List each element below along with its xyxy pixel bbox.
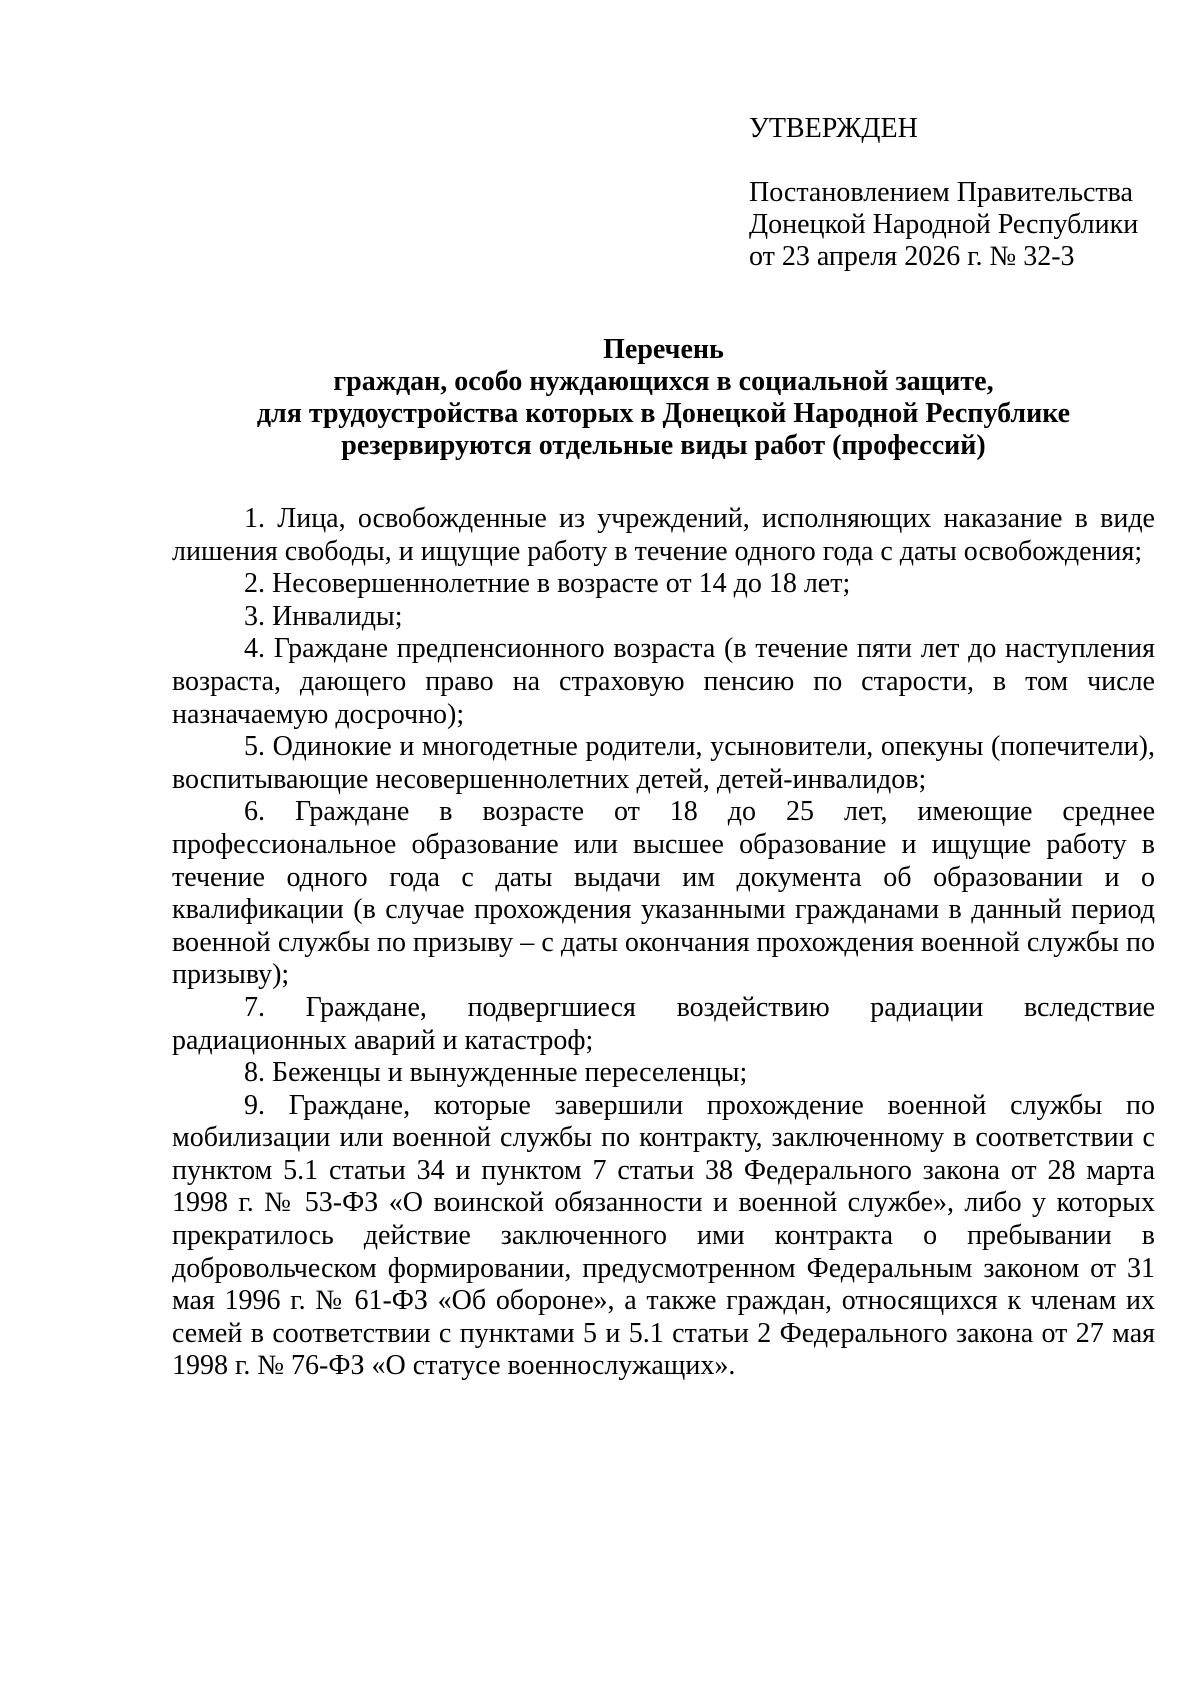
list-item-3: 3. Инвалиды; — [244, 600, 403, 632]
title-line-1: Перечень — [603, 334, 724, 365]
list-body — [172, 503, 1155, 1383]
list-item-1: 1. Лица, освобожденные из учреждений, исполняющих наказание в виде лишения свободы, и ищущие работу в течение одного года с даты освобождения; — [172, 503, 1155, 567]
list-item-6: 6. Граждане в возрасте от 18 до 25 лет, имеющие среднее профессиональное образование или высшее образование и ищущие работу в течение одного года с даты выдачи им документа об образовании и о квалификации (в случае прохождения указанными гражданами в данный период военной службы по призыву – с даты окончания прохождения военной службы по призыву); — [172, 796, 1155, 991]
list-item-8: 8. Беженцы и вынужденные переселенцы; — [244, 1057, 748, 1089]
approval-line-3: от 23 апреля 2026 г. № 32-3 — [749, 241, 1075, 272]
list-item-4: 4. Граждане предпенсионного возраста (в течение пяти лет до наступления возраста, дающего право на страховую пенсию по старости, в том числе назначаемую досрочно); — [172, 633, 1155, 730]
title-line-3: для трудоустройства которых в Донецкой Народной Республике — [256, 398, 1071, 429]
list-item-9: 9. Граждане, которые завершили прохождение военной службы по мобилизации или военной службы по контракту, заключенному в соответствии с пунктом 5.1 статьи 34 и пунктом 7 статьи 38 Федерального закона от 28 марта 1998 г. № 53-ФЗ «О воинской обязанности и военной службе», либо у которых прекратилось действие заключенного ими контракта о пребывании в добровольческом формировании, предусмотренном Федеральным законом от 31 мая 1996 г. № 61-ФЗ «Об обороне», а также граждан, относящихся к членам их семей в соответствии с пунктами 5 и 5.1 статьи 2 Федерального закона от 27 мая 1998 г. № 76-ФЗ «О статусе военнослужащих». — [172, 1089, 1155, 1382]
title-line-4: резервируются отдельные виды работ (профессий) — [341, 430, 986, 461]
approval-stamp: УТВЕРЖДЕН — [749, 113, 918, 144]
title-line-2: граждан, особо нуждающихся в социальной защите, — [333, 366, 994, 397]
document-title — [172, 334, 1155, 462]
approval-line-1: Постановлением Правительства — [749, 177, 1133, 208]
approval-line-2: Донецкой Народной Республики — [749, 209, 1139, 240]
list-item-7: 7. Граждане, подвергшиеся воздействию радиации вследствие радиационных аварий и катастроф; — [172, 991, 1155, 1056]
list-item-5: 5. Одинокие и многодетные родители, усыновители, опекуны (попечители), воспитывающие несовершеннолетних детей, детей-инвалидов; — [172, 731, 1155, 795]
approval-block — [749, 113, 1169, 273]
list-item-2: 2. Несовершеннолетние в возрасте от 14 до 18 лет; — [244, 568, 851, 600]
